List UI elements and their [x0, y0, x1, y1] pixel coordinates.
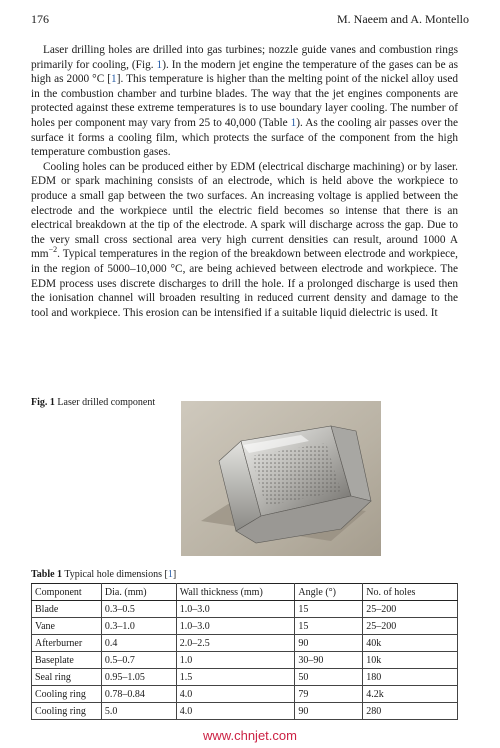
table-cell: Seal ring [32, 669, 102, 686]
table-cell: 0.3–0.5 [101, 601, 176, 618]
column-header: Angle (°) [295, 584, 363, 601]
paragraph-2-text-a: Cooling holes can be produced either by EDM (electrical discharge machining) or by laser. EDM or spark machining consists of an electrode, which is held above the workpiece to produce a small gap between the two surfaces. An increasing voltage is applied between the electrode and the workpiece until the electric field becomes so intense that there is an electrical breakdown at the tip of the electrode. A spark will discharge across the gap. Due to the very small cross sectional area very high current densities can result, around 1000 A mm [31, 160, 458, 261]
paragraph-1-text-b: ). In the modern jet engine the temperature of the gases can be as high as 2000 °C [ [31, 58, 458, 86]
table-cell: 15 [295, 601, 363, 618]
table-cell: 25–200 [363, 618, 458, 635]
table-cell: 25–200 [363, 601, 458, 618]
table-row [32, 703, 458, 720]
paragraph-1-text-c: ]. This temperature is higher than the melting point of the nickel alloy used in the combustion chamber and turbine blades. The way that the jet engines components are protected against these extreme temperatures is to use boundary layer cooling. The number of holes per component may vary from 25 to 40,000 (Table [31, 73, 458, 129]
table-row [32, 635, 458, 652]
page-number: 176 [31, 12, 49, 26]
table-cell: Baseplate [32, 652, 102, 669]
table-row [32, 652, 458, 669]
table-cell: Cooling ring [32, 703, 102, 720]
table-cell: Vane [32, 618, 102, 635]
table-cell: Cooling ring [32, 686, 102, 703]
table-cell: 79 [295, 686, 363, 703]
table-cell: 30–90 [295, 652, 363, 669]
superscript-exponent: −2 [48, 245, 58, 255]
table-cell: 90 [295, 635, 363, 652]
fig-ref-link[interactable]: 1 [156, 58, 163, 71]
table-caption [31, 569, 176, 580]
paragraph-2-text-b: . Typical temperatures in the region of the breakdown between electrode and workpiece, in the region of 5000–10,000 °C, are being achieved between electrode and workpiece. The EDM process uses discrete discharges to drill the hole. If a prolonged discharge is used then the ionisation channel will broaden resulting in reduced current density and damage to the tool and workpiece. This erosion can be intensified if a suitable liquid dielectric is used. It [31, 248, 458, 319]
table-cell: 10k [363, 652, 458, 669]
table-cell: 4.0 [176, 703, 295, 720]
table-cell: 180 [363, 669, 458, 686]
table-cell: 1.0–3.0 [176, 618, 295, 635]
table-citation-link[interactable]: 1 [167, 569, 173, 580]
table-cell: 5.0 [101, 703, 176, 720]
citation-link[interactable]: 1 [111, 73, 117, 86]
table-cell: 4.2k [363, 686, 458, 703]
table-label: Table 1 [31, 569, 63, 580]
laser-drilled-component-photo [181, 401, 381, 556]
table-cell: 0.78–0.84 [101, 686, 176, 703]
paragraph-1-text-d: ). As the cooling air passes over the surface it forms a cooling film, which protects the surface of the component from the high temperature combustion gases. [31, 116, 458, 159]
table-cell: 40k [363, 635, 458, 652]
table-cell: Afterburner [32, 635, 102, 652]
column-header: Dia. (mm) [101, 584, 176, 601]
table-row [32, 669, 458, 686]
table-cell: 1.0 [176, 652, 295, 669]
table-caption-text: Typical hole dimensions [ [64, 569, 168, 580]
column-header: Component [32, 584, 102, 601]
table-cell: 280 [363, 703, 458, 720]
paragraph-1-text-a: Laser drilling holes are drilled into gas turbines; nozzle guide vanes and combustion rings primarily for cooling, (Fig. [31, 44, 458, 71]
paragraph-2 [31, 160, 458, 321]
body-text [31, 43, 458, 320]
table-cell: 2.0–2.5 [176, 635, 295, 652]
table-cell: 0.3–1.0 [101, 618, 176, 635]
running-head: M. Naeem and A. Montello [337, 12, 469, 26]
table-row [32, 618, 458, 635]
table-cell: Blade [32, 601, 102, 618]
table-cell: 0.5–0.7 [101, 652, 176, 669]
table-cell: 50 [295, 669, 363, 686]
table-header-row [32, 584, 458, 601]
table-row [32, 601, 458, 618]
table-cell: 90 [295, 703, 363, 720]
figure-caption-text: Laser drilled component [57, 397, 156, 408]
table-cell: 0.95–1.05 [101, 669, 176, 686]
table-cell: 4.0 [176, 686, 295, 703]
table-ref-link[interactable]: 1 [290, 116, 297, 129]
watermark-link[interactable]: www.chnjet.com [203, 728, 297, 743]
table-cell: 1.0–3.0 [176, 601, 295, 618]
table-cell: 0.4 [101, 635, 176, 652]
table-row [32, 686, 458, 703]
hole-dimensions-table [31, 583, 458, 720]
table-caption-close: ] [172, 569, 177, 580]
table-cell: 1.5 [176, 669, 295, 686]
paragraph-1 [31, 43, 458, 160]
figure-label: Fig. 1 [31, 397, 55, 408]
column-header: Wall thickness (mm) [176, 584, 295, 601]
column-header: No. of holes [363, 584, 458, 601]
figure-caption [31, 397, 161, 410]
table-cell: 15 [295, 618, 363, 635]
